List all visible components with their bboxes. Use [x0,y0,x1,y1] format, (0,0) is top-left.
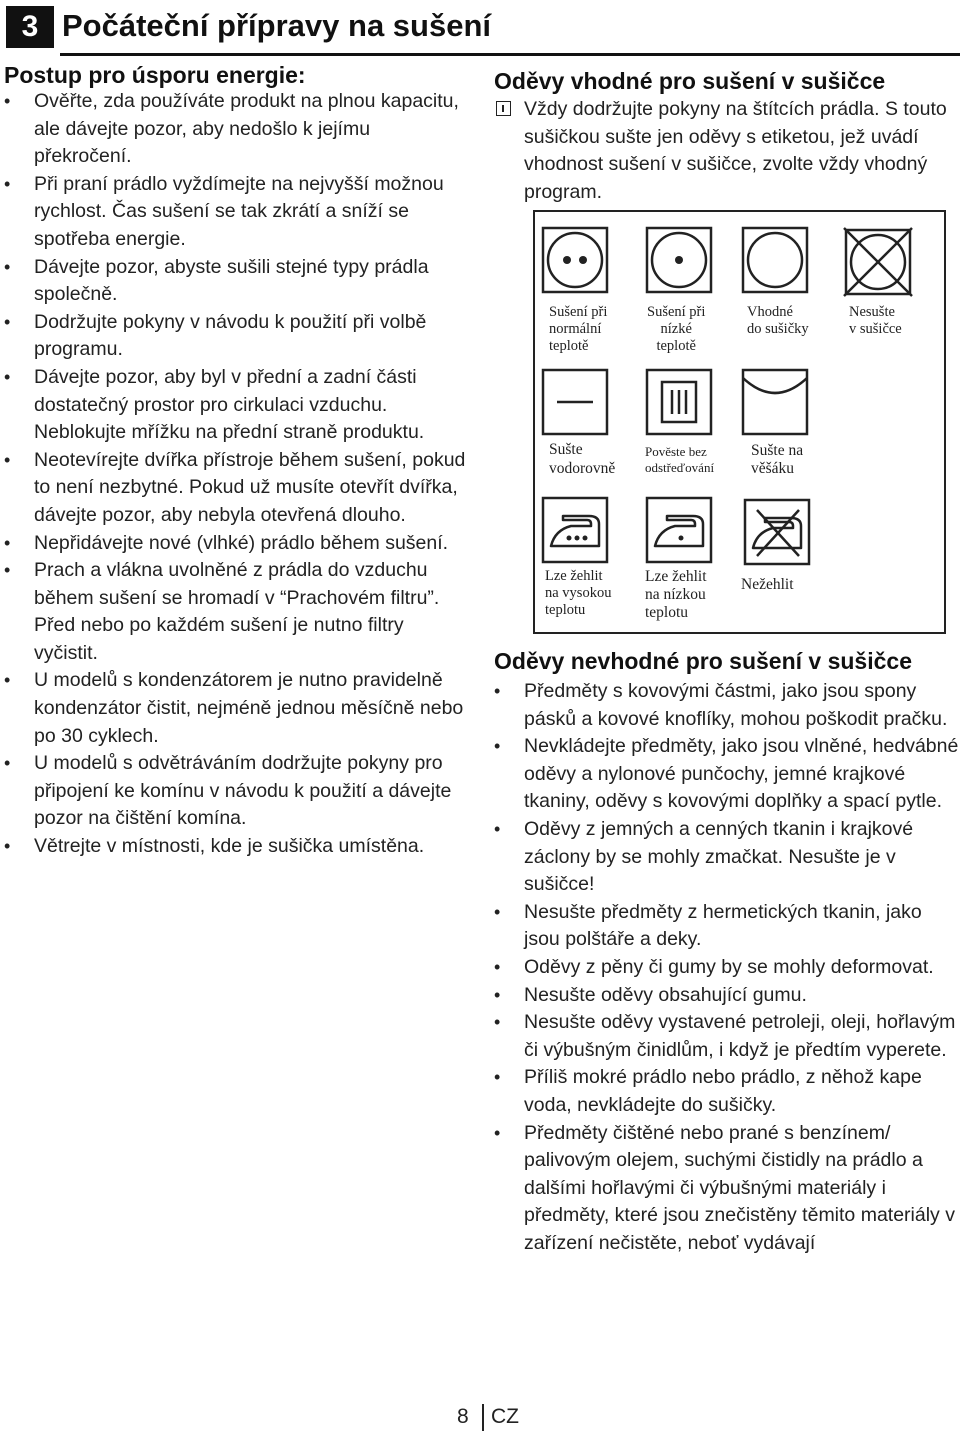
footer-divider [482,1404,484,1431]
unsuitable-clothes-heading: Oděvy nevhodné pro sušení v sušičce [494,648,912,674]
suitable-clothes-heading: Oděvy vhodné pro sušení v sušičce [494,68,886,94]
symbol-label: Sušte vodorovně [549,441,616,477]
list-item: • U modelů s odvětráváním dodržujte pokyny pro připojení ke komínu v návodu k použití a dávejte pozor na čištění komína. [4,750,470,833]
iron-high-icon [541,496,609,564]
tumble-dry-low-icon [645,226,713,294]
list-item: • Ověřte, zda používáte produkt na plnou kapacitu, ale dávejte pozor, aby nedošlo k jejímu překročení. [4,88,470,171]
list-item: • Předměty čištěné nebo prané s benzínem/ palivovým olejem, suchými čistidly na prádlo a dalšími hořlavými či výbušnými materiály i předměty, které jsou znečistěny těmito materiály v zařízení nečistěte, neboť vydávají [494,1120,960,1258]
list-item: • Příliš mokré prádlo nebo prádlo, z něhož kape voda, nevkládejte do sušičky. [494,1064,960,1119]
drip-dry-icon [645,368,713,436]
list-item: • Nesušte oděvy obsahující gumu. [494,982,960,1010]
list-item: • Neotevírejte dvířka přístroje během sušení, pokud to není nezbytné. Pokud už musíte otevřít dvířka, dávejte pozor, aby nebyla otevřená dlouho. [4,447,470,530]
symbol-label: Sušení při nízké teplotě [647,304,706,354]
do-not-tumble-dry-icon [842,226,914,298]
list-item: • Nevkládejte předměty, jako jsou vlněné, hedvábné oděvy a nylonové punčochy, jemné krajkové tkaniny, oděvy s kovovými doplňky a spací pytle. [494,733,960,816]
page-number: 8 [457,1405,469,1428]
energy-saving-heading: Postup pro úsporu energie: [4,62,306,88]
care-label-note [494,96,960,206]
list-item: • U modelů s kondenzátorem je nutno pravidelně kondenzátor čistit, nejméně jednou měsíčně nebo po 30 cyklech. [4,667,470,750]
right-column-lower [494,648,960,1257]
symbol-label: Lze žehlit na vysokou teplotu [545,568,612,618]
symbol-label: Pověste bez odstřeďování [645,444,715,475]
note-text: Vždy dodržujte pokyny na štítcích prádla. S touto sušičkou sušte jen oděvy s etiketou, jež uvádí vhodnost sušení v sušičce, zvolte vždy vhodný program. [524,98,947,203]
info-icon [496,101,511,116]
do-not-iron-icon [741,496,813,568]
tumble-dry-normal-icon [541,226,609,294]
language-code: CZ [491,1405,519,1428]
list-item: • Při praní prádlo vyždímejte na nejvyšší možnou rychlost. Čas sušení se tak zkrátí a sníží se spotřeba energie. [4,171,470,254]
symbol-label: Lze žehlit na nízkou teplotu [645,568,707,621]
page-title: Počáteční přípravy na sušení [62,8,492,43]
list-item: • Dávejte pozor, aby byl v přední a zadní části dostatečný prostor pro cirkulaci vzduchu. Neblokujte mřížku na přední straně produktu. [4,364,470,447]
header-divider [60,53,960,56]
page-footer [440,1403,540,1433]
list-item: • Oděvy z jemných a cenných tkanin i krajkové záclony by se mohly zmačkat. Nesušte je v sušičce! [494,816,960,899]
care-symbols-table [533,210,946,634]
list-item: • Větrejte v místnosti, kde je sušička umístěna. [4,833,470,861]
list-item: • Nepřidávejte nové (vlhké) prádlo během sušení. [4,530,470,558]
list-item: • Prach a vlákna uvolněné z prádla do vzduchu během sušení se hromadí v “Prachovém filtru”. Před nebo po každém sušení je nutno filtry vyčistit. [4,557,470,667]
left-column [4,62,470,861]
chapter-number: 3 [6,6,54,48]
right-column [494,68,960,206]
energy-saving-list [4,88,470,861]
line-dry-icon [741,368,809,436]
iron-low-icon [645,496,713,564]
symbol-label: Nesušte v sušičce [849,304,902,337]
list-item: • Nesušte oděvy vystavené petroleji, oleji, hořlavým či výbušným činidlům, i když je předtím vyperete. [494,1009,960,1064]
symbol-label: Sušte na věšáku [751,442,804,477]
dry-flat-icon [541,368,609,436]
unsuitable-clothes-list [494,678,960,1257]
list-item: • Dodržujte pokyny v návodu k použití při volbě programu. [4,309,470,364]
list-item: • Předměty s kovovými částmi, jako jsou spony pásků a kovové knoflíky, mohou poškodit pračku. [494,678,960,733]
list-item: • Nesušte předměty z hermetických tkanin, jako jsou polštáře a deky. [494,899,960,954]
tumble-dry-suitable-icon [741,226,809,294]
symbol-label: Nežehlit [741,576,794,593]
list-item: • Dávejte pozor, abyste sušili stejné typy prádla společně. [4,254,470,309]
symbol-label: Vhodné do sušičky [747,304,809,337]
list-item: • Oděvy z pěny či gumy by se mohly deformovat. [494,954,960,982]
symbol-label: Sušení při normální teplotě [549,304,608,354]
